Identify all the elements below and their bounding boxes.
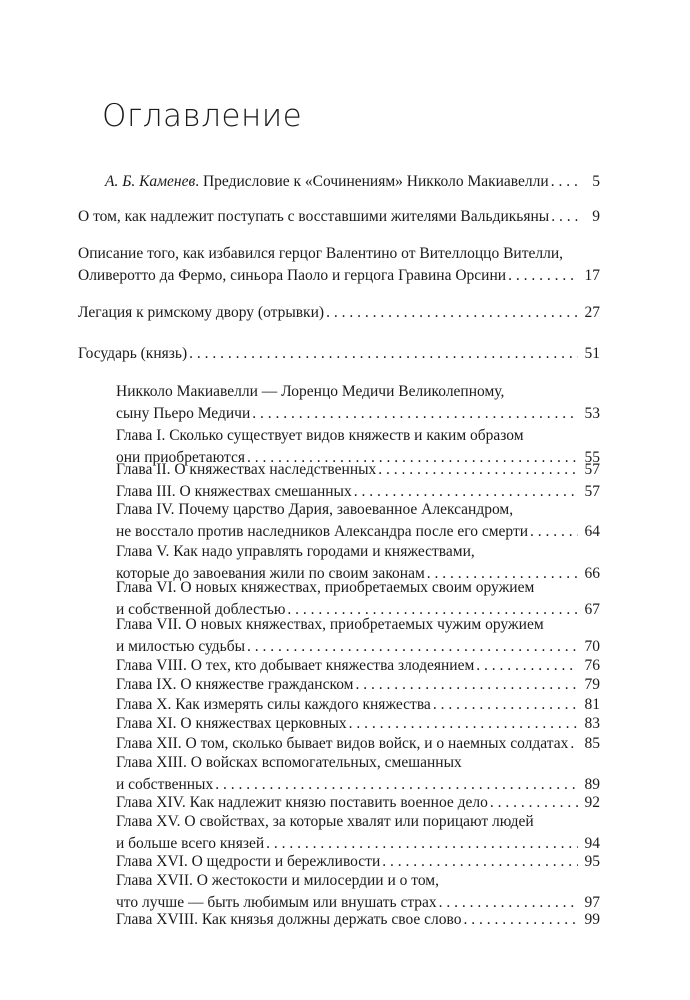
dot-leader — [508, 265, 578, 287]
entry-title: Оливеротто да Фермо, синьора Паоло и герцога Гравина Орсини — [78, 267, 507, 284]
entry-page-number: 51 — [584, 345, 600, 362]
entry-title-line: Глава V. Как надо управлять городами и княжествами, — [116, 543, 475, 560]
entry-title: и больше всего князей — [116, 835, 265, 852]
entry-title: Глава X. Как измерять силы каждого княжества — [116, 696, 431, 713]
toc-entry[interactable] — [116, 870, 600, 914]
dot-leader — [551, 171, 578, 193]
dot-leader — [463, 909, 578, 931]
entry-page-number: 92 — [584, 794, 600, 811]
dot-leader — [551, 206, 578, 228]
toc-entry-preface[interactable] — [105, 171, 600, 193]
toc-entry[interactable] — [116, 381, 600, 425]
entry-page-number: 27 — [584, 304, 600, 321]
dot-leader — [189, 343, 578, 365]
toc-entry[interactable] — [116, 713, 600, 735]
entry-page-number: 99 — [584, 911, 600, 928]
entry-title-line: Никколо Макиавелли — Лоренцо Медичи Великолепному, — [116, 383, 505, 400]
entry-page-number: 85 — [584, 735, 600, 752]
entry-title: и собственных — [116, 776, 214, 793]
entry-title: . Предисловие к «Сочинениям» Никколо Макиавелли — [195, 173, 549, 190]
entry-title: не восстало против наследников Александра после его смерти — [116, 523, 529, 540]
entry-title: Глава III. О княжествах смешанных — [116, 483, 352, 500]
entry-page-number: 70 — [584, 638, 600, 655]
entry-page-number: 81 — [584, 696, 600, 713]
page-title: Оглавление — [102, 98, 303, 134]
entry-title: Глава IX. О княжестве гражданском — [116, 676, 354, 693]
entry-title-line: Глава I. Сколько существует видов княжеств и каким образом — [116, 427, 524, 444]
toc-entry[interactable] — [78, 343, 600, 365]
toc-entry[interactable] — [78, 302, 600, 324]
entry-title-line: Глава XV. О свойствах, за которые хвалят или порицают людей — [116, 813, 534, 830]
toc-entry[interactable] — [116, 909, 600, 931]
entry-page-number: 57 — [584, 461, 600, 478]
entry-title-line: Глава XVII. О жестокости и милосердии и о том, — [116, 872, 439, 889]
entry-title: и милостью судьбы — [116, 638, 246, 655]
entry-title: Глава XI. О княжествах церковных — [116, 715, 347, 732]
entry-page-number: 97 — [584, 894, 600, 911]
entry-page-number: 66 — [584, 565, 600, 582]
toc-entry[interactable] — [116, 752, 600, 796]
entry-title: и собственной доблестью — [116, 601, 286, 618]
entry-page-number: 89 — [584, 776, 600, 793]
entry-title-line: Глава VII. О новых княжествах, приобретаемых чужим оружием — [116, 616, 544, 633]
toc-entry[interactable] — [116, 499, 600, 543]
entry-page-number: 79 — [584, 676, 600, 693]
entry-title-line: Глава IV. Почему царство Дария, завоеванное Александром, — [116, 501, 514, 518]
entry-title: что лучше — быть любимым или внушать страх — [116, 894, 437, 911]
dot-leader — [349, 713, 578, 735]
entry-page-number: 67 — [584, 601, 600, 618]
entry-title: Государь (князь) — [78, 345, 188, 362]
dot-leader — [326, 302, 578, 324]
entry-page-number: 5 — [592, 173, 600, 190]
entry-page-number: 95 — [584, 853, 600, 870]
entry-title: Глава XVI. О щедрости и бережливости — [116, 853, 381, 870]
entry-page-number: 64 — [584, 523, 600, 540]
entry-page-number: 55 — [584, 449, 600, 466]
dot-leader — [530, 521, 578, 543]
toc-entry[interactable] — [116, 811, 600, 855]
entry-page-number: 9 — [592, 208, 600, 225]
toc-entry[interactable] — [116, 614, 600, 658]
dot-leader — [252, 403, 578, 425]
entry-title: сыну Пьеро Медичи — [116, 405, 251, 422]
toc-entry[interactable] — [116, 674, 600, 696]
entry-page-number: 53 — [584, 405, 600, 422]
entry-title-line: Описание того, как избавился герцог Валентино от Вителлоццо Вителли, — [78, 245, 564, 262]
entry-page-number: 94 — [584, 835, 600, 852]
entry-page-number: 76 — [584, 657, 600, 674]
entry-title: Глава XVIII. Как князья должны держать свое слово — [116, 911, 462, 928]
entry-title: Глава II. О княжествах наследственных — [116, 461, 377, 478]
entry-page-number: 17 — [584, 267, 600, 284]
dot-leader — [378, 459, 578, 481]
toc-entry[interactable] — [116, 459, 600, 481]
entry-title-line: Глава XIII. О войсках вспомогательных, смешанных — [116, 754, 462, 771]
entry-page-number: 83 — [584, 715, 600, 732]
entry-page-number: 57 — [584, 483, 600, 500]
entry-title: Легация к римскому двору (отрывки) — [78, 304, 325, 321]
entry-title: которые до завоевания жили по своим законам — [116, 565, 425, 582]
entry-title: они приобретаются — [116, 449, 246, 466]
entry-author: А. Б. Каменев — [105, 173, 196, 190]
toc-entry[interactable] — [78, 243, 600, 287]
entry-title: Глава VIII. О тех, кто добывает княжества злодеянием — [116, 657, 475, 674]
entry-title: Глава XII. О том, сколько бывает видов войск, и о наемных солдатах — [116, 735, 569, 752]
entry-title: Глава XIV. Как надлежит князю поставить военное дело — [116, 794, 488, 811]
dot-leader — [355, 674, 578, 696]
entry-title-line: Глава VI. О новых княжествах, приобретаемых своим оружием — [116, 579, 535, 596]
toc-entry[interactable] — [78, 206, 600, 228]
entry-title: О том, как надлежит поступать с восставшими жителями Вальдикьяны — [78, 208, 550, 225]
